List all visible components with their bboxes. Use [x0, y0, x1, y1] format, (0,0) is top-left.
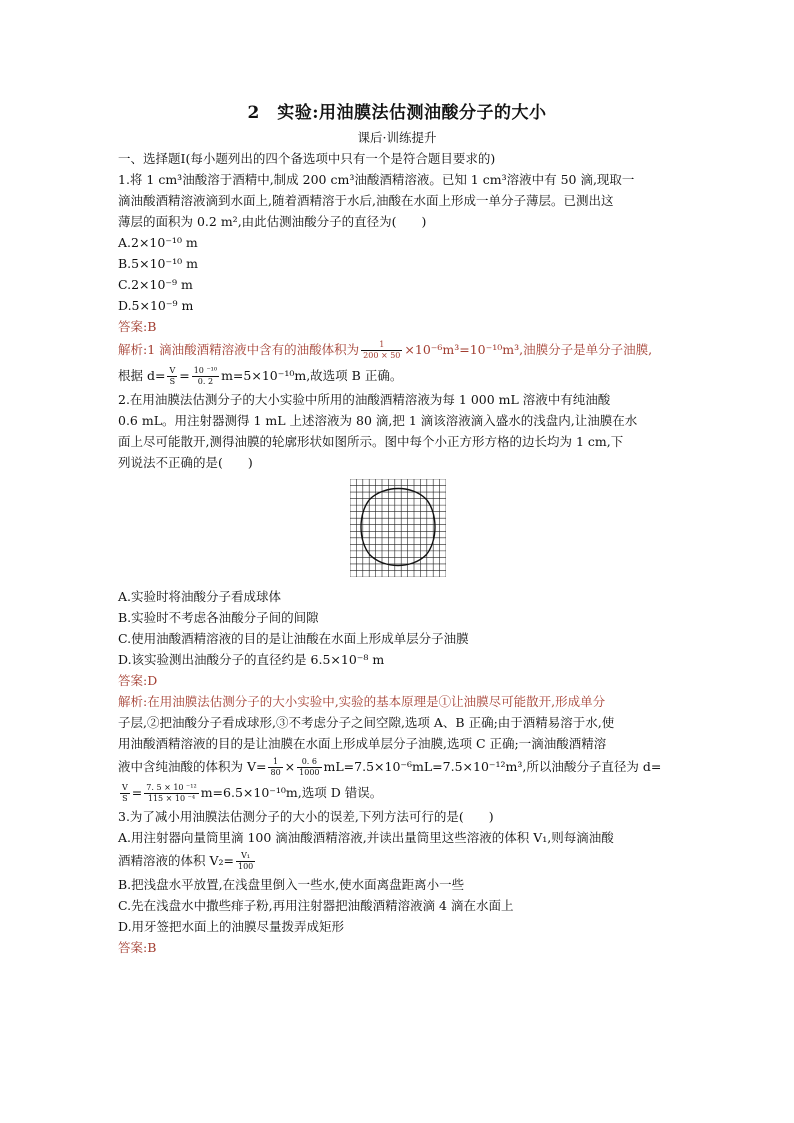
question-2-answer: 答案:D [118, 673, 158, 688]
fraction: $\frac{1}{200 \times 50}$ [363, 340, 401, 360]
question-1-line-1: 1.将 1 cm³油酸溶于酒精中,制成 200 cm³油酸酒精溶液。已知 1 cm³溶液中有 50 滴,现取一 [118, 172, 635, 187]
section-heading: 一、选择题Ⅰ(每小题列出的四个备选项中只有一个是符合题目要求的) [118, 151, 496, 166]
fraction: $\frac{1}{80}$ [270, 757, 281, 777]
question-2-line-2: 0.6 mL。用注射器测得 1 mL 上述溶液为 80 滴,把 1 滴该溶液滴入盛水的浅盘内,让油膜在水 [118, 413, 638, 428]
question-2-line-1: 2.在用油膜法估测分子的大小实验中所用的油酸酒精溶液为每 1 000 mL 溶液中有纯油酸 [118, 392, 611, 407]
fraction: $\frac{V}{S}$ [169, 366, 176, 386]
question-2-explanation-line-5: $\frac{V}{S}$ = $\frac{\text{7. 5 × 10 ⁻¹²}}{\text{115 × 10 ⁻⁴}}$ m=6.5×10⁻¹⁰m,选项 D 错误。 [122, 783, 383, 803]
question-3-line-1: 3.为了减小用油膜法估测分子的大小的误差,下列方法可行的是( ) [118, 809, 494, 824]
page-title: 2 实验:用油膜法估测油酸分子的大小 [247, 103, 547, 123]
question-2-explanation-line-2: 子层,②把油酸分子看成球形,③不考虑分子之间空隙,选项 A、B 正确;由于酒精易溶于水,使 [118, 715, 615, 730]
content [118, 148, 678, 958]
question-2-line-4: 列说法不正确的是( ) [118, 455, 253, 470]
question-1-explanation-line-1: 解析:1 滴油酸酒精溶液中含有的油酸体积为 $\frac{1}{200 \times 50}$ ×10⁻⁶m³=10⁻¹⁰m³,油膜分子是单分子油膜, [118, 340, 653, 360]
fraction: $\frac{\text{7. 5 × 10 ⁻¹²}}{\text{115 × 10 ⁻⁴}}$ [146, 783, 197, 803]
page-subtitle: 课后·训练提升 [357, 130, 437, 145]
question-3-option-c: C.先在浅盘水中撒些痱子粉,再用注射器把油酸酒精溶液滴 4 滴在水面上 [118, 898, 514, 913]
fraction: $\frac{0. 6}{1000}$ [299, 757, 320, 777]
question-1-option-a: A.2×10⁻¹⁰ m [118, 235, 198, 250]
question-1-option-c: C.2×10⁻⁹ m [118, 277, 193, 292]
fraction: $\frac{\text{V₁}}{100}$ [238, 851, 254, 871]
question-3-option-b: B.把浅盘水平放置,在浅盘里倒入一些水,使水面离盘距离小一些 [118, 877, 465, 892]
question-3-answer: 答案:B [118, 940, 157, 955]
question-1-explanation-line-2: 根据 d= $\frac{V}{S}$ = $\frac{\text{10 ⁻¹⁰}}{0. 2}$ m=5×10⁻¹⁰m,故选项 B 正确。 [118, 366, 403, 386]
question-3-option-a-line-1: A.用注射器向量筒里滴 100 滴油酸酒精溶液,并读出量筒里这些溶液的体积 V₁,则每滴油酸 [118, 830, 614, 845]
question-1-line-3: 薄层的面积为 0.2 m²,由此估测油酸分子的直径为( ) [118, 214, 427, 229]
oil-film-outline [361, 489, 435, 566]
question-2-explanation-line-4: 液中含纯油酸的体积为 V= $\frac{1}{80}$ × $\frac{0. 6}{1000}$ mL=7.5×10⁻⁶mL=7.5×10⁻¹²m³,所以油酸分子直径为 d= [118, 757, 662, 777]
question-1-answer: 答案:B [118, 319, 157, 334]
fraction: $\frac{V}{S}$ [122, 783, 128, 803]
question-2-option-b: B.实验时不考虑各油酸分子间的间隙 [118, 610, 319, 625]
question-3-option-a-line-2: 酒精溶液的体积 V₂= $\frac{\text{V₁}}{100}$ [118, 851, 254, 871]
oil-film-grid-figure [350, 479, 446, 577]
question-1-option-d: D.5×10⁻⁹ m [118, 298, 194, 313]
fraction: $\frac{\text{10 ⁻¹⁰}}{0. 2}$ [193, 366, 218, 386]
question-2-option-d: D.该实验测出油酸分子的直径约是 6.5×10⁻⁸ m [118, 652, 385, 667]
question-2-explanation-line-3: 用油酸酒精溶液的目的是让油膜在水面上形成单层分子油膜,选项 C 正确;一滴油酸酒精溶 [118, 736, 607, 751]
question-1-line-2: 滴油酸酒精溶液滴到水面上,随着酒精溶于水后,油酸在水面上形成一单分子薄层。已测出这 [118, 193, 614, 208]
question-2-option-c: C.使用油酸酒精溶液的目的是让油酸在水面上形成单层分子油膜 [118, 631, 469, 646]
question-2-explanation-line-1: 解析:在用油膜法估测分子的大小实验中,实验的基本原理是①让油膜尽可能散开,形成单分 [118, 694, 606, 709]
question-1-option-b: B.5×10⁻¹⁰ m [118, 256, 198, 271]
question-2-option-a: A.实验时将油酸分子看成球体 [118, 589, 282, 604]
question-2-line-3: 面上尽可能散开,测得油膜的轮廓形状如图所示。图中每个小正方形方格的边长均为 1 cm,下 [118, 434, 624, 449]
question-3-option-d: D.用牙签把水面上的油膜尽量拨弄成矩形 [118, 919, 345, 934]
